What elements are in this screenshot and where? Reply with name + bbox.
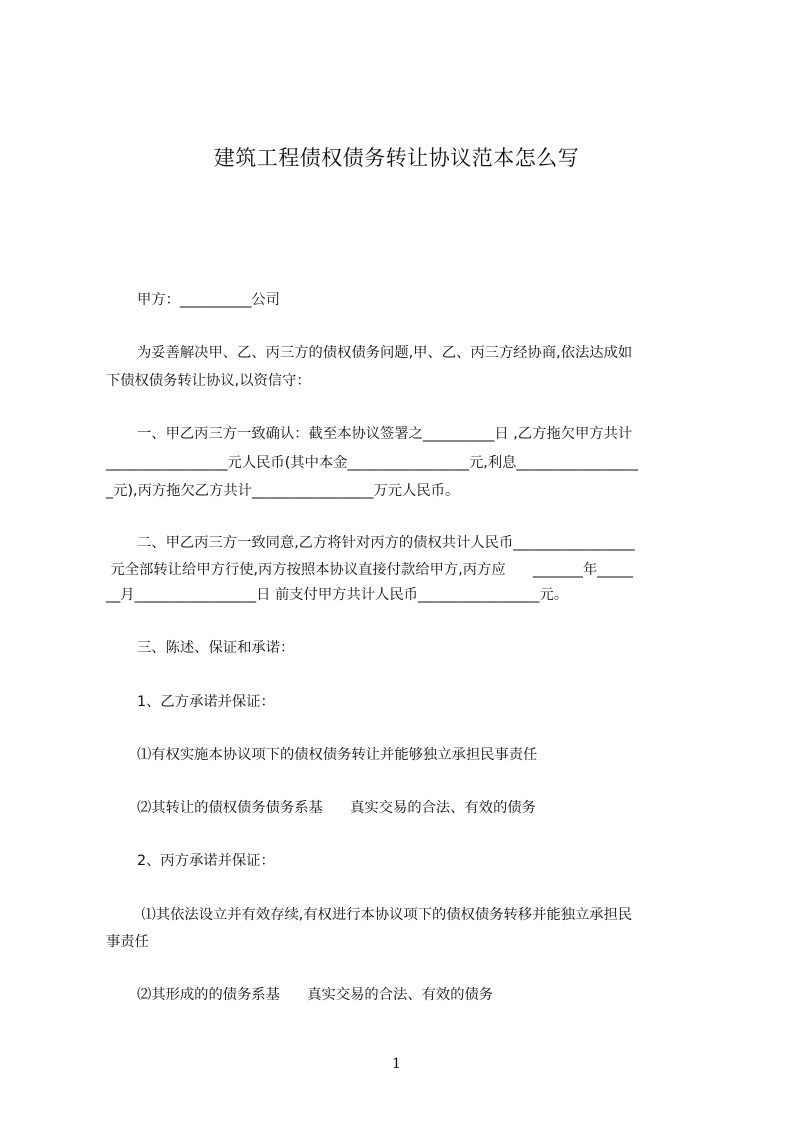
- clause-1-line-1: 一、甲乙丙三方一致确认：截至本协议签署之__________日 ,乙方拖欠甲方共计: [137, 426, 633, 442]
- clause-3-heading: 三、陈述、保证和承诺：: [137, 640, 295, 656]
- party-a-line: 甲方：__________公司: [137, 292, 280, 308]
- party-b-item-2: ⑵其转让的债权债务债务系基 真实交易的合法、有效的债务: [137, 800, 536, 816]
- page-number: 1: [392, 1056, 401, 1072]
- clause-1-line-2: _________________元人民币(其中本金_________________元,利息_________________: [106, 455, 638, 471]
- clause-1-line-3: _元),丙方拖欠乙方共计_________________万元人民币。: [106, 483, 460, 499]
- party-c-item-1-line-1: ⑴其依法设立并有效存续,有权进行本协议项下的债权债务转移并能独立承担民: [137, 907, 633, 923]
- party-c-item-2: ⑵其形成的的债务系基 真实交易的合法、有效的债务: [137, 987, 494, 1003]
- party-b-item-1: ⑴有权实施本协议项下的债权债务转让并能够独立承担民事责任: [137, 747, 538, 763]
- intro-line-2: 下债权债务转让协议,以资信守：: [106, 373, 311, 389]
- intro-line-1: 为妥善解决甲、乙、丙三方的债权债务问题,甲、乙、丙三方经协商,依法达成如: [137, 345, 633, 361]
- party-b-heading: 1、乙方承诺并保证：: [137, 694, 275, 710]
- party-c-heading: 2、丙方承诺并保证：: [137, 853, 275, 869]
- party-c-item-1-line-2: 事责任: [106, 934, 149, 950]
- document-title: 建筑工程债权债务转让协议范本怎么写: [213, 146, 580, 170]
- clause-2-line-3: __月_________________日 前支付甲方共计人民币_________________元。: [106, 587, 569, 603]
- clause-2-line-2: 元全部转让给甲方行使,丙方按照本协议直接付款给甲方,丙方应 _______年_____: [106, 562, 633, 578]
- clause-2-line-1: 二、甲乙丙三方一致同意,乙方将针对丙方的债权共计人民币_________________: [137, 535, 635, 551]
